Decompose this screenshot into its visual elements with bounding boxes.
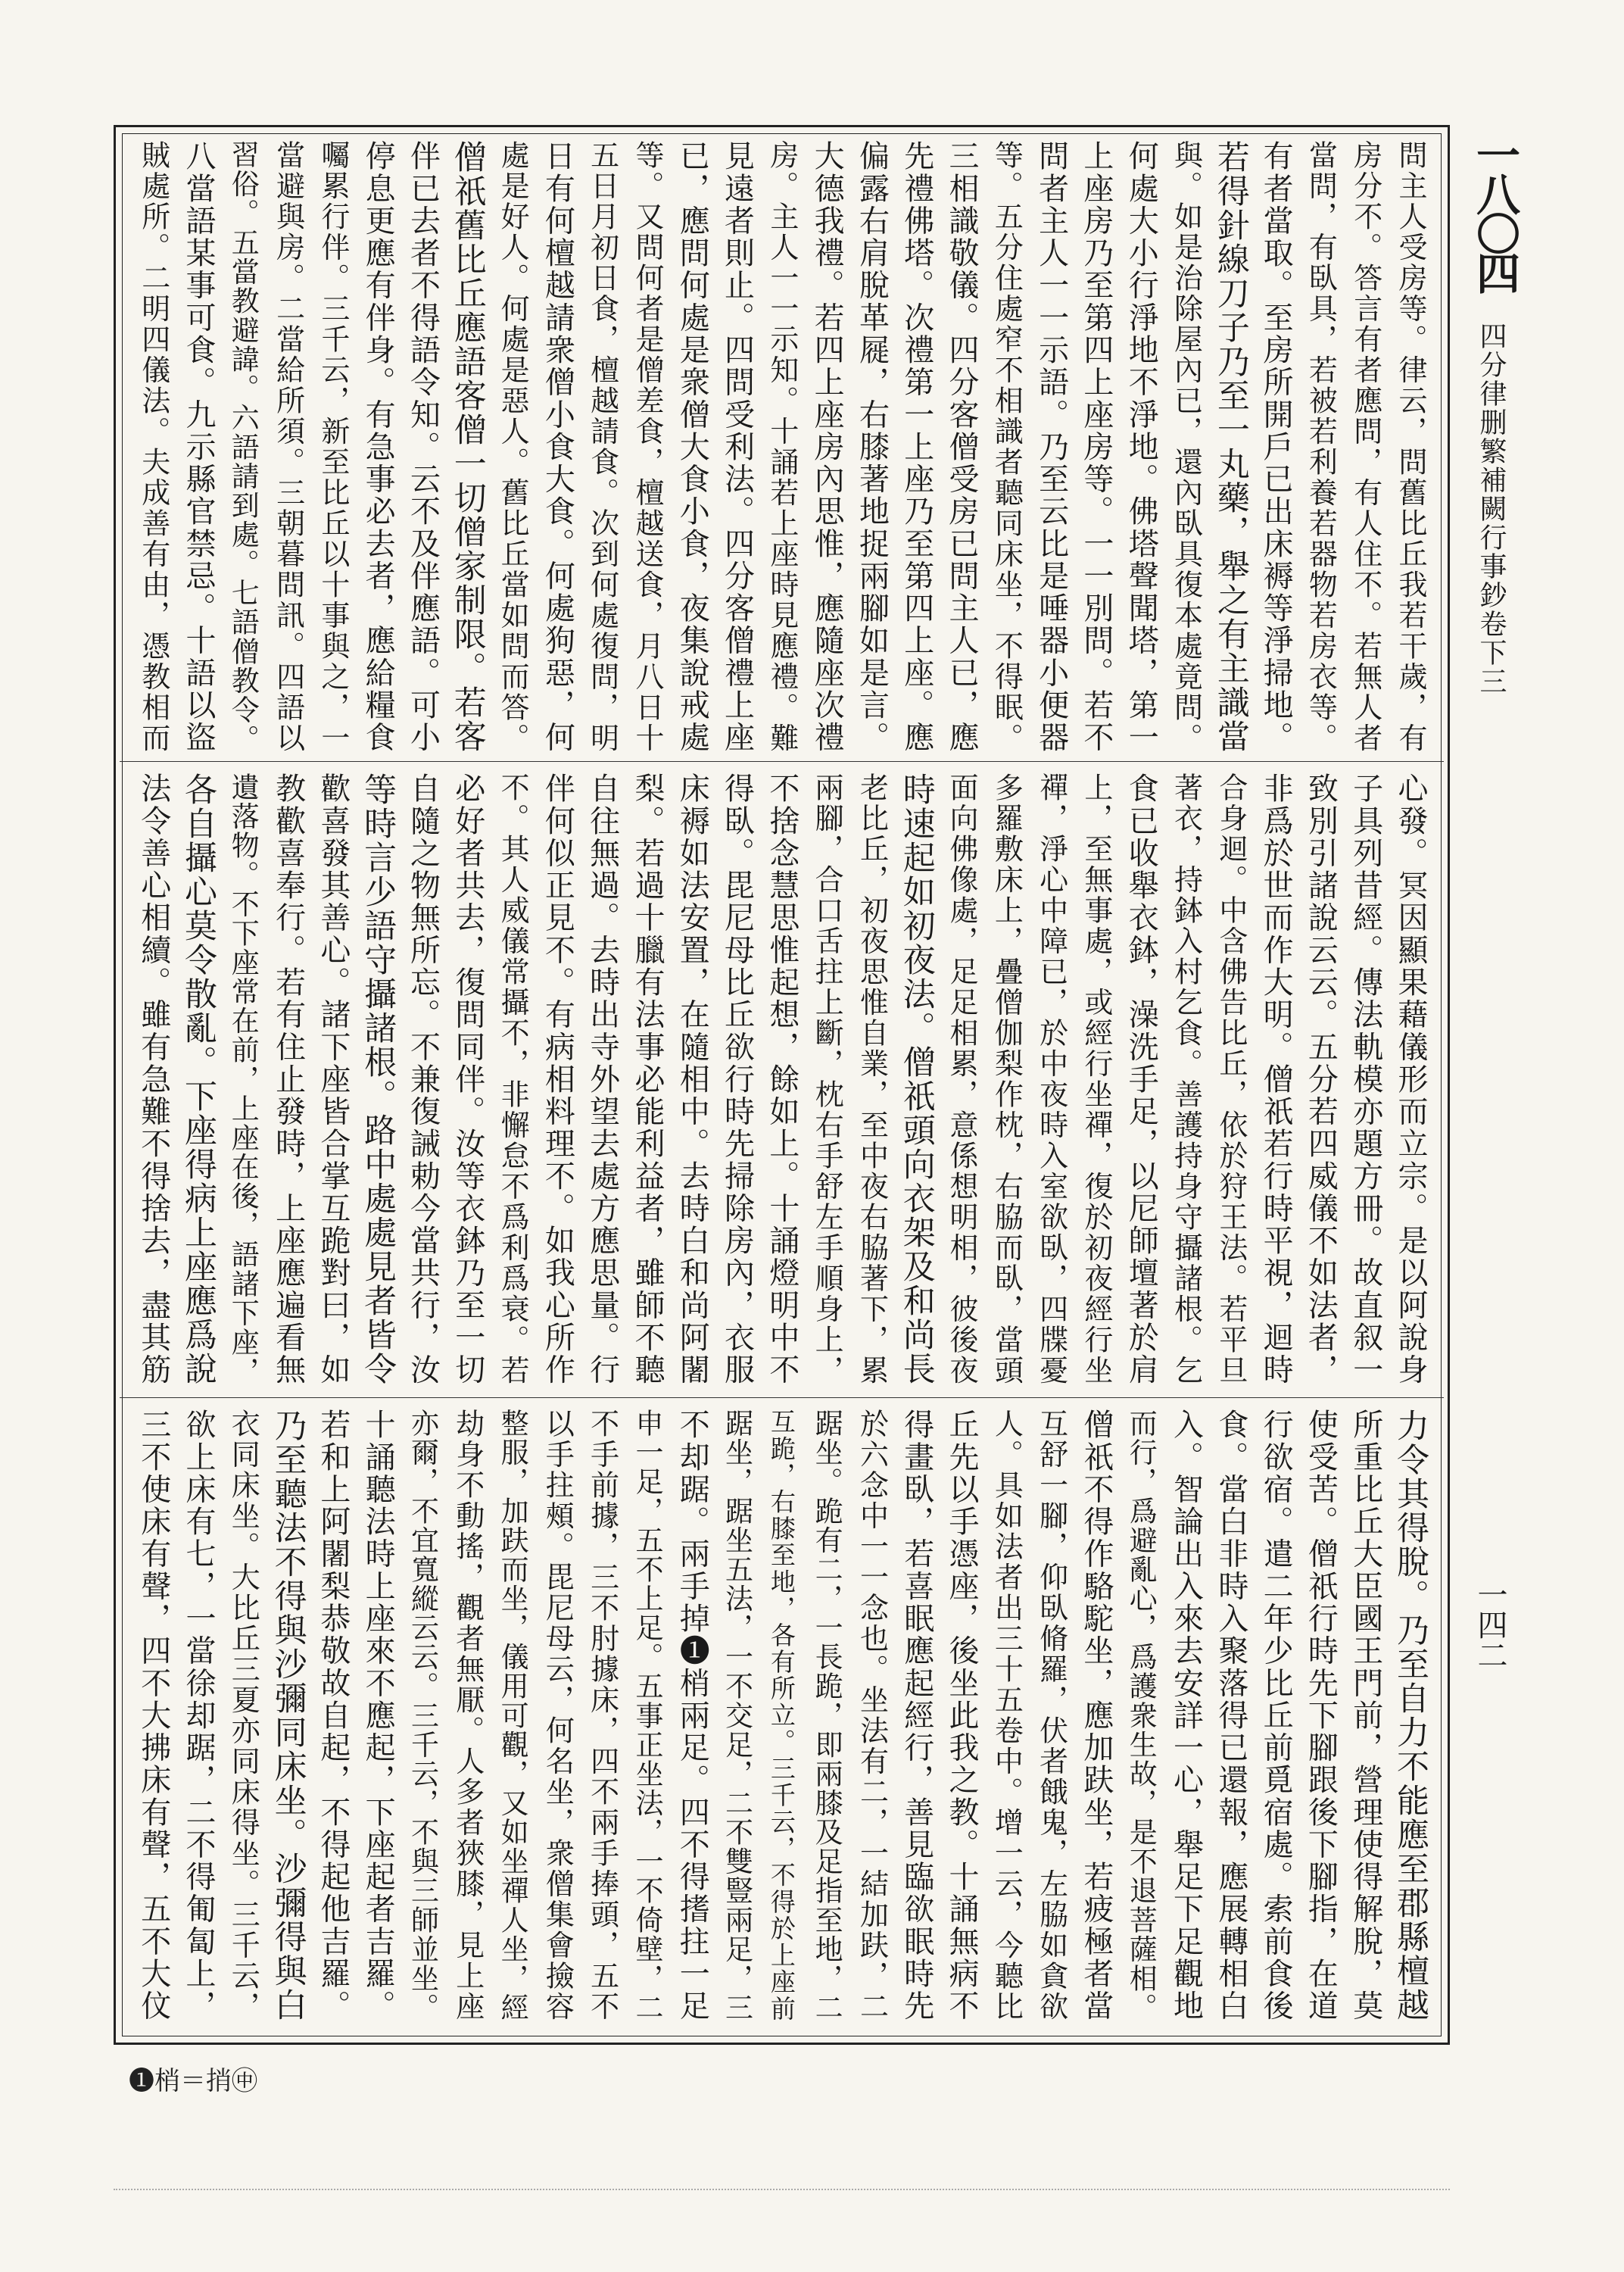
- register-divider-1: [120, 761, 1444, 762]
- text-column: 多羅敷床上，疊僧伽梨作枕，右脇而臥，當頭: [990, 772, 1024, 1386]
- text-column: 房。主人一一示知。十誦若上座時見應禮。難: [765, 140, 799, 754]
- text-column: 歡喜發其善心。諸下座皆合掌互跪對曰，如: [315, 772, 351, 1386]
- text-column: 不却踞。兩手掉❶梢兩足。四不得搘拄一足: [675, 1409, 710, 2022]
- text-column: 欲上床有七，一當徐却踞，二不得匍匐上，: [180, 1409, 216, 2022]
- text-column: 教歡喜奉行。若有住止發時，上座應遍看無: [270, 772, 306, 1386]
- text-column: 日有何檀越請衆僧小食大食。何處狗惡，何: [540, 140, 575, 754]
- footnote: ❶梢＝捎㊥: [129, 2066, 257, 2096]
- text-column: 衣同床坐。大比丘三夏亦同床得坐。三千云，: [226, 1409, 260, 2022]
- text-column: 十誦聽法時上座來不應起，下座起者吉羅。: [360, 1409, 396, 2022]
- text-column: 不手前據，三不肘據床，四不兩手捧頭，五不: [585, 1409, 619, 2022]
- text-column: 力令其得脫。乃至自力不能應至郡縣檀越: [1392, 1409, 1429, 2022]
- text-column: 合身迴。中含佛告比丘，依於狩王法。若平旦: [1214, 772, 1248, 1386]
- text-column: 著衣，持鉢入村乞食。善護持身守攝諸根。乞: [1169, 772, 1203, 1386]
- text-column: 八當語某事可食。九示縣官禁忌。十語以盜: [180, 140, 216, 754]
- text-column: 梨。若過十臘有法事必能利益者，雖師不聽: [629, 772, 665, 1386]
- text-column: 子具列昔經。傳法軌模亦題方冊。故直叙一: [1348, 772, 1383, 1386]
- text-column: 使受苦。僧祇行時先下腳跟後下腳指，在道: [1303, 1409, 1339, 2022]
- text-column: 亦爾，不宜寬縱云云。三千云，不與三師並坐。: [406, 1409, 439, 2022]
- text-column: 囑累行伴。三千云，新至比丘以十事與之，一: [316, 140, 350, 754]
- text-column: 僧祇不得作駱駝坐，應加趺坐，若疲極者當: [1078, 1409, 1114, 2022]
- text-column: 等時言少語守攝諸根。路中處處見者皆令: [359, 772, 397, 1386]
- text-column: 踞坐。跪有二，一長跪，即兩膝及足指至地，二: [810, 1409, 843, 2022]
- text-column: 若和上阿闍梨恭敬故自起，不得起他吉羅。: [315, 1409, 351, 2022]
- page-number: 一八〇四: [1469, 133, 1520, 290]
- text-column: 上座房乃至第四上座房等。一一別問。若不: [1078, 140, 1114, 754]
- text-column: 心發。冥因顯果藉儀形而立宗。是以阿說身: [1393, 772, 1428, 1386]
- text-column: 於六念中一一念也。坐法有二，一結加趺，二: [855, 1409, 889, 2022]
- text-column: 自隨之物無所忘。不兼復誡勅今當共行，汝: [405, 772, 441, 1386]
- text-column: 賊處所。二明四儀法。夫成善有由，憑教相而: [136, 140, 170, 754]
- text-column: 等。五分住處窄不相識者聽同床坐，不得眠。: [990, 140, 1024, 754]
- running-title: 四分律删繁補闕行事鈔卷下三: [1476, 322, 1507, 696]
- text-column: 問者主人一一示語。乃至云比是唾器小便器: [1033, 140, 1069, 754]
- text-column: 先禮佛塔。次禮第一上座乃至第四上座。應: [899, 140, 934, 754]
- text-column: 乃至聽法不得與沙彌同床坐。沙彌得與白: [269, 1409, 307, 2022]
- text-column: 食已收舉衣鉢，澡洗手足，以尼師壇著於肩: [1124, 772, 1159, 1386]
- text-column: 已，應問何處是衆僧大食小食，夜集說戒處: [675, 140, 710, 754]
- text-column: 若得針線刀子乃至一丸藥，舉之有主識當: [1211, 140, 1250, 754]
- text-column: 兩腳，合口舌拄上斷，枕右手舒左手順身上，: [810, 772, 844, 1386]
- text-column: 時速起如初夜法。僧祇頭向衣架及和尚長: [897, 772, 936, 1386]
- text-column: 停息更應有伴身。有急事必去者，應給糧食: [360, 140, 396, 754]
- text-column: 丘先以手憑座，後坐此我之教。十誦無病不: [944, 1409, 980, 2022]
- text-column: 致別引諸說云云。五分若四威儀不如法者，: [1303, 772, 1339, 1386]
- text-register-bottom: [130, 1409, 1432, 2022]
- text-column: 申一足，五不上足。五事正坐法，一不倚壁，二: [630, 1409, 663, 2022]
- register-divider-2: [120, 1397, 1444, 1398]
- text-column: 五日月初日食，檀越請食。次到何處復問，明: [585, 140, 619, 754]
- text-column: 互跪，右膝至地，各有所立。三千云，不得於上座前: [766, 1409, 796, 2022]
- text-column: 互舒一腳，仰臥脩羅，伏者餓鬼，左脇如貪欲: [1034, 1409, 1068, 2022]
- bottom-rule: [114, 2189, 1450, 2195]
- text-column: 行欲宿。遣二年少比丘前覓宿處。索前食後: [1258, 1409, 1294, 2022]
- text-column: 禪，淨心中障已，於中夜時入室欲臥，四牒憂: [1034, 772, 1068, 1386]
- text-column: 大德我禮。若四上座房內思惟，應隨座次禮: [809, 140, 845, 754]
- text-column: 處是好人。何處是惡人。舊比丘當如問而答。: [496, 140, 530, 754]
- text-column: 人。具如法者出三十五卷中。增一云，今聽比: [990, 1409, 1024, 2022]
- text-register-top: [130, 140, 1432, 754]
- text-column: 三不使床有聲，四不大拂床有聲，五不大伩: [136, 1409, 171, 2022]
- text-column: 劫身不動搖，觀者無厭。人多者狹膝，見上座: [450, 1409, 485, 2022]
- text-column: 上，至無事處，或經行坐禪，復於初夜經行坐: [1079, 772, 1113, 1386]
- text-column: 何處大小行淨地不淨地。佛塔聲聞塔，第一: [1124, 140, 1159, 754]
- text-column: 法令善心相續。雖有急難不得捨去，盡其筋: [136, 772, 171, 1386]
- text-column: 得畫臥，若喜眠應起經行，善見臨欲眠時先: [899, 1409, 934, 2022]
- text-column: 老比丘，初夜思惟自業，至中夜右脇著下，累: [855, 772, 889, 1386]
- text-column: 三相識敬儀。四分客僧受房已問主人已，應: [944, 140, 980, 754]
- text-column: 習俗。五當教避諱。六語請到處。七語僧教令。: [226, 140, 260, 754]
- text-column: 入。智論出入來去安詳一心，舉足下足觀地: [1168, 1409, 1204, 2022]
- text-column: 與。如是治除屋內已，還內臥具復本處竟問。: [1169, 140, 1203, 754]
- text-column: 食。當白非時入聚落得已還報，應展轉相白: [1213, 1409, 1248, 2022]
- text-column: 伴何似正見不。有病相料理不。如我心所作: [540, 772, 575, 1386]
- text-column: 伴已去者不得語令知。云不及伴應語。可小: [405, 140, 441, 754]
- text-column: 而行，爲避亂心，爲護衆生故，是不退菩薩相。: [1124, 1409, 1158, 2022]
- text-column: 房分不。答言有者應問，有人住不。若無人者: [1348, 140, 1382, 754]
- text-column: 床褥如法安置，在隨相中。去時白和尚阿闍: [675, 772, 710, 1386]
- text-column: 僧祇舊比丘應語客僧一切僧家制限。若客: [448, 140, 487, 754]
- text-column: 偏露右肩脫革屣，右膝著地捉兩腳如是言。: [854, 140, 890, 754]
- text-column: 見遠者則止。四問受利法。四分客僧禮上座: [719, 140, 755, 754]
- text-column: 踞坐，踞坐五法，一不交足，二不雙豎兩足，三: [720, 1409, 753, 2022]
- text-column: 問主人受房等。律云，問舊比丘我若干歲，有: [1394, 140, 1427, 754]
- text-register-middle: [130, 772, 1432, 1386]
- text-column: 不。其人威儀常攝不，非懈怠不爲利爲衰。若: [496, 772, 530, 1386]
- text-column: 整服，加趺而坐，儀用可觀，又如坐禪人坐，經: [496, 1409, 529, 2022]
- text-column: 遺落物。不下座常在前，上座在後，語諸下座，: [226, 772, 260, 1386]
- text-column: 非爲於世而作大明。僧祇若行時平視，迴時: [1258, 772, 1294, 1386]
- text-column: 不捨念慧思惟起想，餘如上。十誦燈明中不: [764, 772, 800, 1386]
- text-column: 各自攝心莫令散亂。下座得病上座應爲說: [179, 772, 217, 1386]
- section-number: 一四二: [1473, 1579, 1507, 1670]
- text-column: 當避與房。二當給所須。三朝暮問訊。四語以: [271, 140, 305, 754]
- text-column: 有者當取。至房所開戶已出床褥等淨掃地。: [1258, 140, 1294, 754]
- text-column: 所重比丘大臣國王門前，營理使得解脫，莫: [1348, 1409, 1383, 2022]
- text-column: 得臥。毘尼母比丘欲行時先掃除房內，衣服: [719, 772, 755, 1386]
- text-column: 必好者共去，復問同伴。汝等衣鉢乃至一切: [450, 772, 485, 1386]
- text-column: 當問，有臥具，若被若利養若器物若房衣等。: [1304, 140, 1338, 754]
- text-column: 自往無過。去時出寺外望去處方應思量。行: [584, 772, 620, 1386]
- text-column: 等。又問何者是僧差食，檀越送食，月八日十: [630, 140, 664, 754]
- text-column: 以手拄頰。毘尼母云，何名坐，衆僧集會撿容: [541, 1409, 575, 2022]
- text-column: 面向佛像處，足足相累，意係想明相，彼後夜: [945, 772, 979, 1386]
